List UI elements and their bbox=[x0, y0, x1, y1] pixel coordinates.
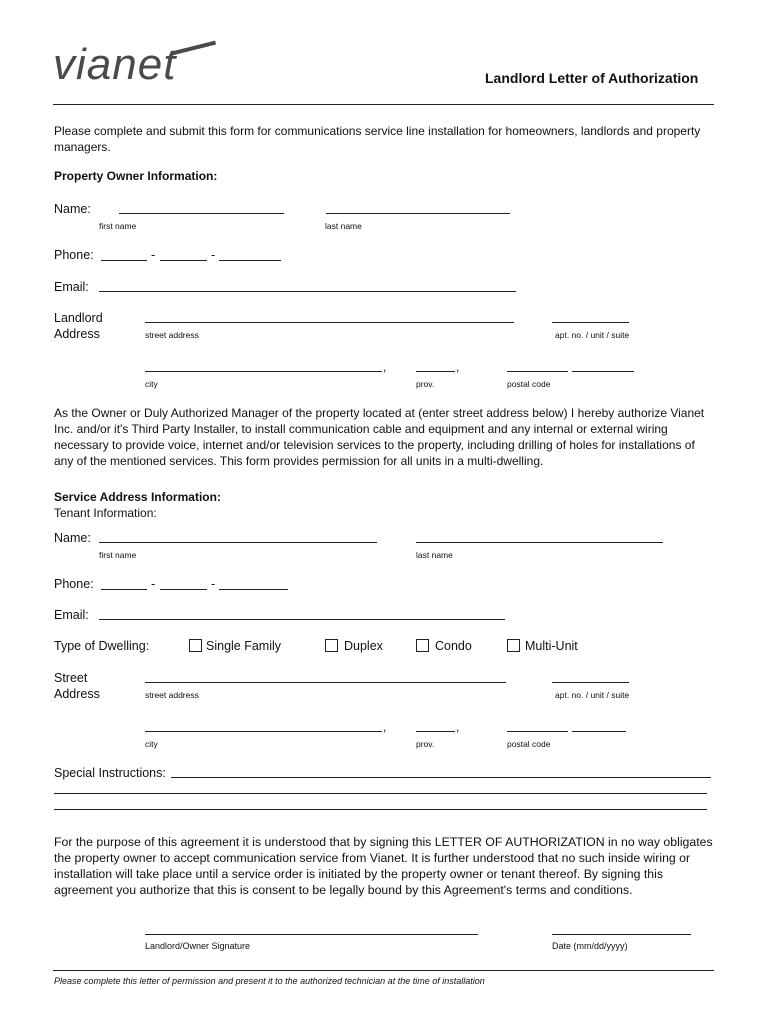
checkbox-multi-unit[interactable] bbox=[507, 639, 520, 652]
owner-apt-field[interactable] bbox=[552, 322, 629, 323]
intro-text: Please complete and submit this form for communications service line installation for homeowners, landlords and property managers. bbox=[54, 124, 701, 154]
tenant-email-field[interactable] bbox=[99, 619, 505, 620]
dwelling-option-duplex: Duplex bbox=[344, 639, 383, 653]
signature-field[interactable] bbox=[145, 934, 478, 935]
logo-swoosh bbox=[170, 41, 217, 62]
service-postal-field-1[interactable] bbox=[507, 731, 568, 732]
service-prov-field[interactable] bbox=[416, 731, 455, 732]
service-street-hint: street address bbox=[145, 690, 199, 700]
checkbox-condo[interactable] bbox=[416, 639, 429, 652]
owner-prov-comma: , bbox=[456, 360, 460, 374]
owner-first-name-hint: first name bbox=[99, 221, 137, 231]
owner-postal-hint: postal code bbox=[507, 379, 551, 389]
owner-phone-label: Phone: bbox=[54, 248, 94, 262]
tenant-last-name-hint: last name bbox=[416, 550, 453, 560]
service-prov-comma: , bbox=[456, 720, 460, 734]
service-city-comma: , bbox=[383, 720, 387, 734]
service-apt-hint: apt. no. / unit / suite bbox=[555, 690, 630, 700]
service-city-hint: city bbox=[145, 739, 158, 749]
owner-last-name-hint: last name bbox=[325, 221, 362, 231]
checkbox-single-family[interactable] bbox=[189, 639, 202, 652]
owner-street-hint: street address bbox=[145, 330, 199, 340]
service-postal-field-2[interactable] bbox=[572, 731, 626, 732]
agreement-text: For the purpose of this agreement it is understood that by signing this LETTER OF AUTHORIZATION in no way obligates the property owner to accept communication service from Vianet. It is further understood that no such inside wiring or installation will take place until a service order is initiated by the property owner or tenant thereof. By signing this agreement you authorize that this is consent to be legally bound by this Agreement's terms and conditions. bbox=[54, 835, 713, 897]
dwelling-option-multi-unit: Multi-Unit bbox=[525, 639, 578, 653]
special-instructions-label: Special Instructions: bbox=[54, 766, 166, 780]
owner-section-title: Property Owner Information: bbox=[54, 169, 218, 183]
service-section-title: Service Address Information: bbox=[54, 490, 221, 504]
service-prov-hint: prov. bbox=[416, 739, 435, 749]
owner-city-comma: , bbox=[383, 360, 387, 374]
owner-address-label-1: Landlord bbox=[54, 311, 103, 325]
header-rule bbox=[53, 104, 714, 105]
owner-city-field[interactable] bbox=[145, 371, 382, 372]
page-title: Landlord Letter of Authorization bbox=[485, 70, 699, 86]
tenant-section-title: Tenant Information: bbox=[54, 506, 157, 520]
service-street-field[interactable] bbox=[145, 682, 506, 683]
owner-email-field[interactable] bbox=[99, 291, 516, 292]
tenant-first-name-field[interactable] bbox=[99, 542, 377, 543]
owner-last-name-field[interactable] bbox=[326, 213, 510, 214]
signature-label: Landlord/Owner Signature bbox=[145, 941, 251, 951]
date-label: Date (mm/dd/yyyy) bbox=[552, 941, 628, 951]
dwelling-option-condo: Condo bbox=[435, 639, 472, 653]
date-field[interactable] bbox=[552, 934, 691, 935]
special-instructions-line-2[interactable] bbox=[54, 793, 707, 794]
tenant-phone-dash-1: - bbox=[151, 577, 156, 591]
tenant-phone-dash-2: - bbox=[211, 577, 216, 591]
tenant-phone-label: Phone: bbox=[54, 577, 94, 591]
owner-phone-prefix-field[interactable] bbox=[160, 260, 207, 261]
owner-phone-area-field[interactable] bbox=[101, 260, 147, 261]
owner-name-label: Name: bbox=[54, 202, 91, 216]
owner-city-hint: city bbox=[145, 379, 158, 389]
owner-apt-hint: apt. no. / unit / suite bbox=[555, 330, 630, 340]
footer-rule bbox=[53, 970, 714, 971]
dwelling-option-single-family: Single Family bbox=[206, 639, 282, 653]
tenant-phone-prefix-field[interactable] bbox=[160, 589, 207, 590]
vianet-logo bbox=[53, 40, 223, 96]
special-instructions-line-1[interactable] bbox=[171, 777, 711, 778]
owner-phone-dash-2: - bbox=[211, 248, 216, 262]
owner-phone-dash-1: - bbox=[151, 248, 156, 262]
tenant-email-label: Email: bbox=[54, 608, 89, 622]
service-apt-field[interactable] bbox=[552, 682, 629, 683]
footer-note: Please complete this letter of permission and present it to the authorized technician at the time of installation bbox=[54, 976, 485, 986]
owner-address-label-2: Address bbox=[54, 327, 100, 341]
service-postal-hint: postal code bbox=[507, 739, 551, 749]
owner-postal-field-1[interactable] bbox=[507, 371, 568, 372]
authorization-text: As the Owner or Duly Authorized Manager of the property located at (enter street address below) I hereby authorize Vianet Inc. and/or it's Third Party Installer, to install communication cable and equipment and any internal or external wiring necessary to provide voice, internet and/or television services to the property, including drilling of holes for installations of any of the mentioned services. This form provides permission for all units in a multi-dwelling. bbox=[54, 406, 705, 468]
checkbox-duplex[interactable] bbox=[325, 639, 338, 652]
logo-text: vianet bbox=[53, 40, 177, 89]
tenant-last-name-field[interactable] bbox=[416, 542, 663, 543]
service-city-field[interactable] bbox=[145, 731, 382, 732]
service-address-label-2: Address bbox=[54, 687, 100, 701]
owner-email-label: Email: bbox=[54, 280, 89, 294]
owner-prov-hint: prov. bbox=[416, 379, 435, 389]
owner-postal-field-2[interactable] bbox=[572, 371, 634, 372]
tenant-name-label: Name: bbox=[54, 531, 91, 545]
owner-street-field[interactable] bbox=[145, 322, 514, 323]
special-instructions-line-3[interactable] bbox=[54, 809, 707, 810]
tenant-phone-area-field[interactable] bbox=[101, 589, 147, 590]
owner-prov-field[interactable] bbox=[416, 371, 455, 372]
owner-phone-line-field[interactable] bbox=[219, 260, 281, 261]
service-address-label-1: Street bbox=[54, 671, 88, 685]
owner-first-name-field[interactable] bbox=[119, 213, 284, 214]
tenant-first-name-hint: first name bbox=[99, 550, 137, 560]
tenant-phone-line-field[interactable] bbox=[219, 589, 288, 590]
dwelling-type-label: Type of Dwelling: bbox=[54, 639, 150, 653]
